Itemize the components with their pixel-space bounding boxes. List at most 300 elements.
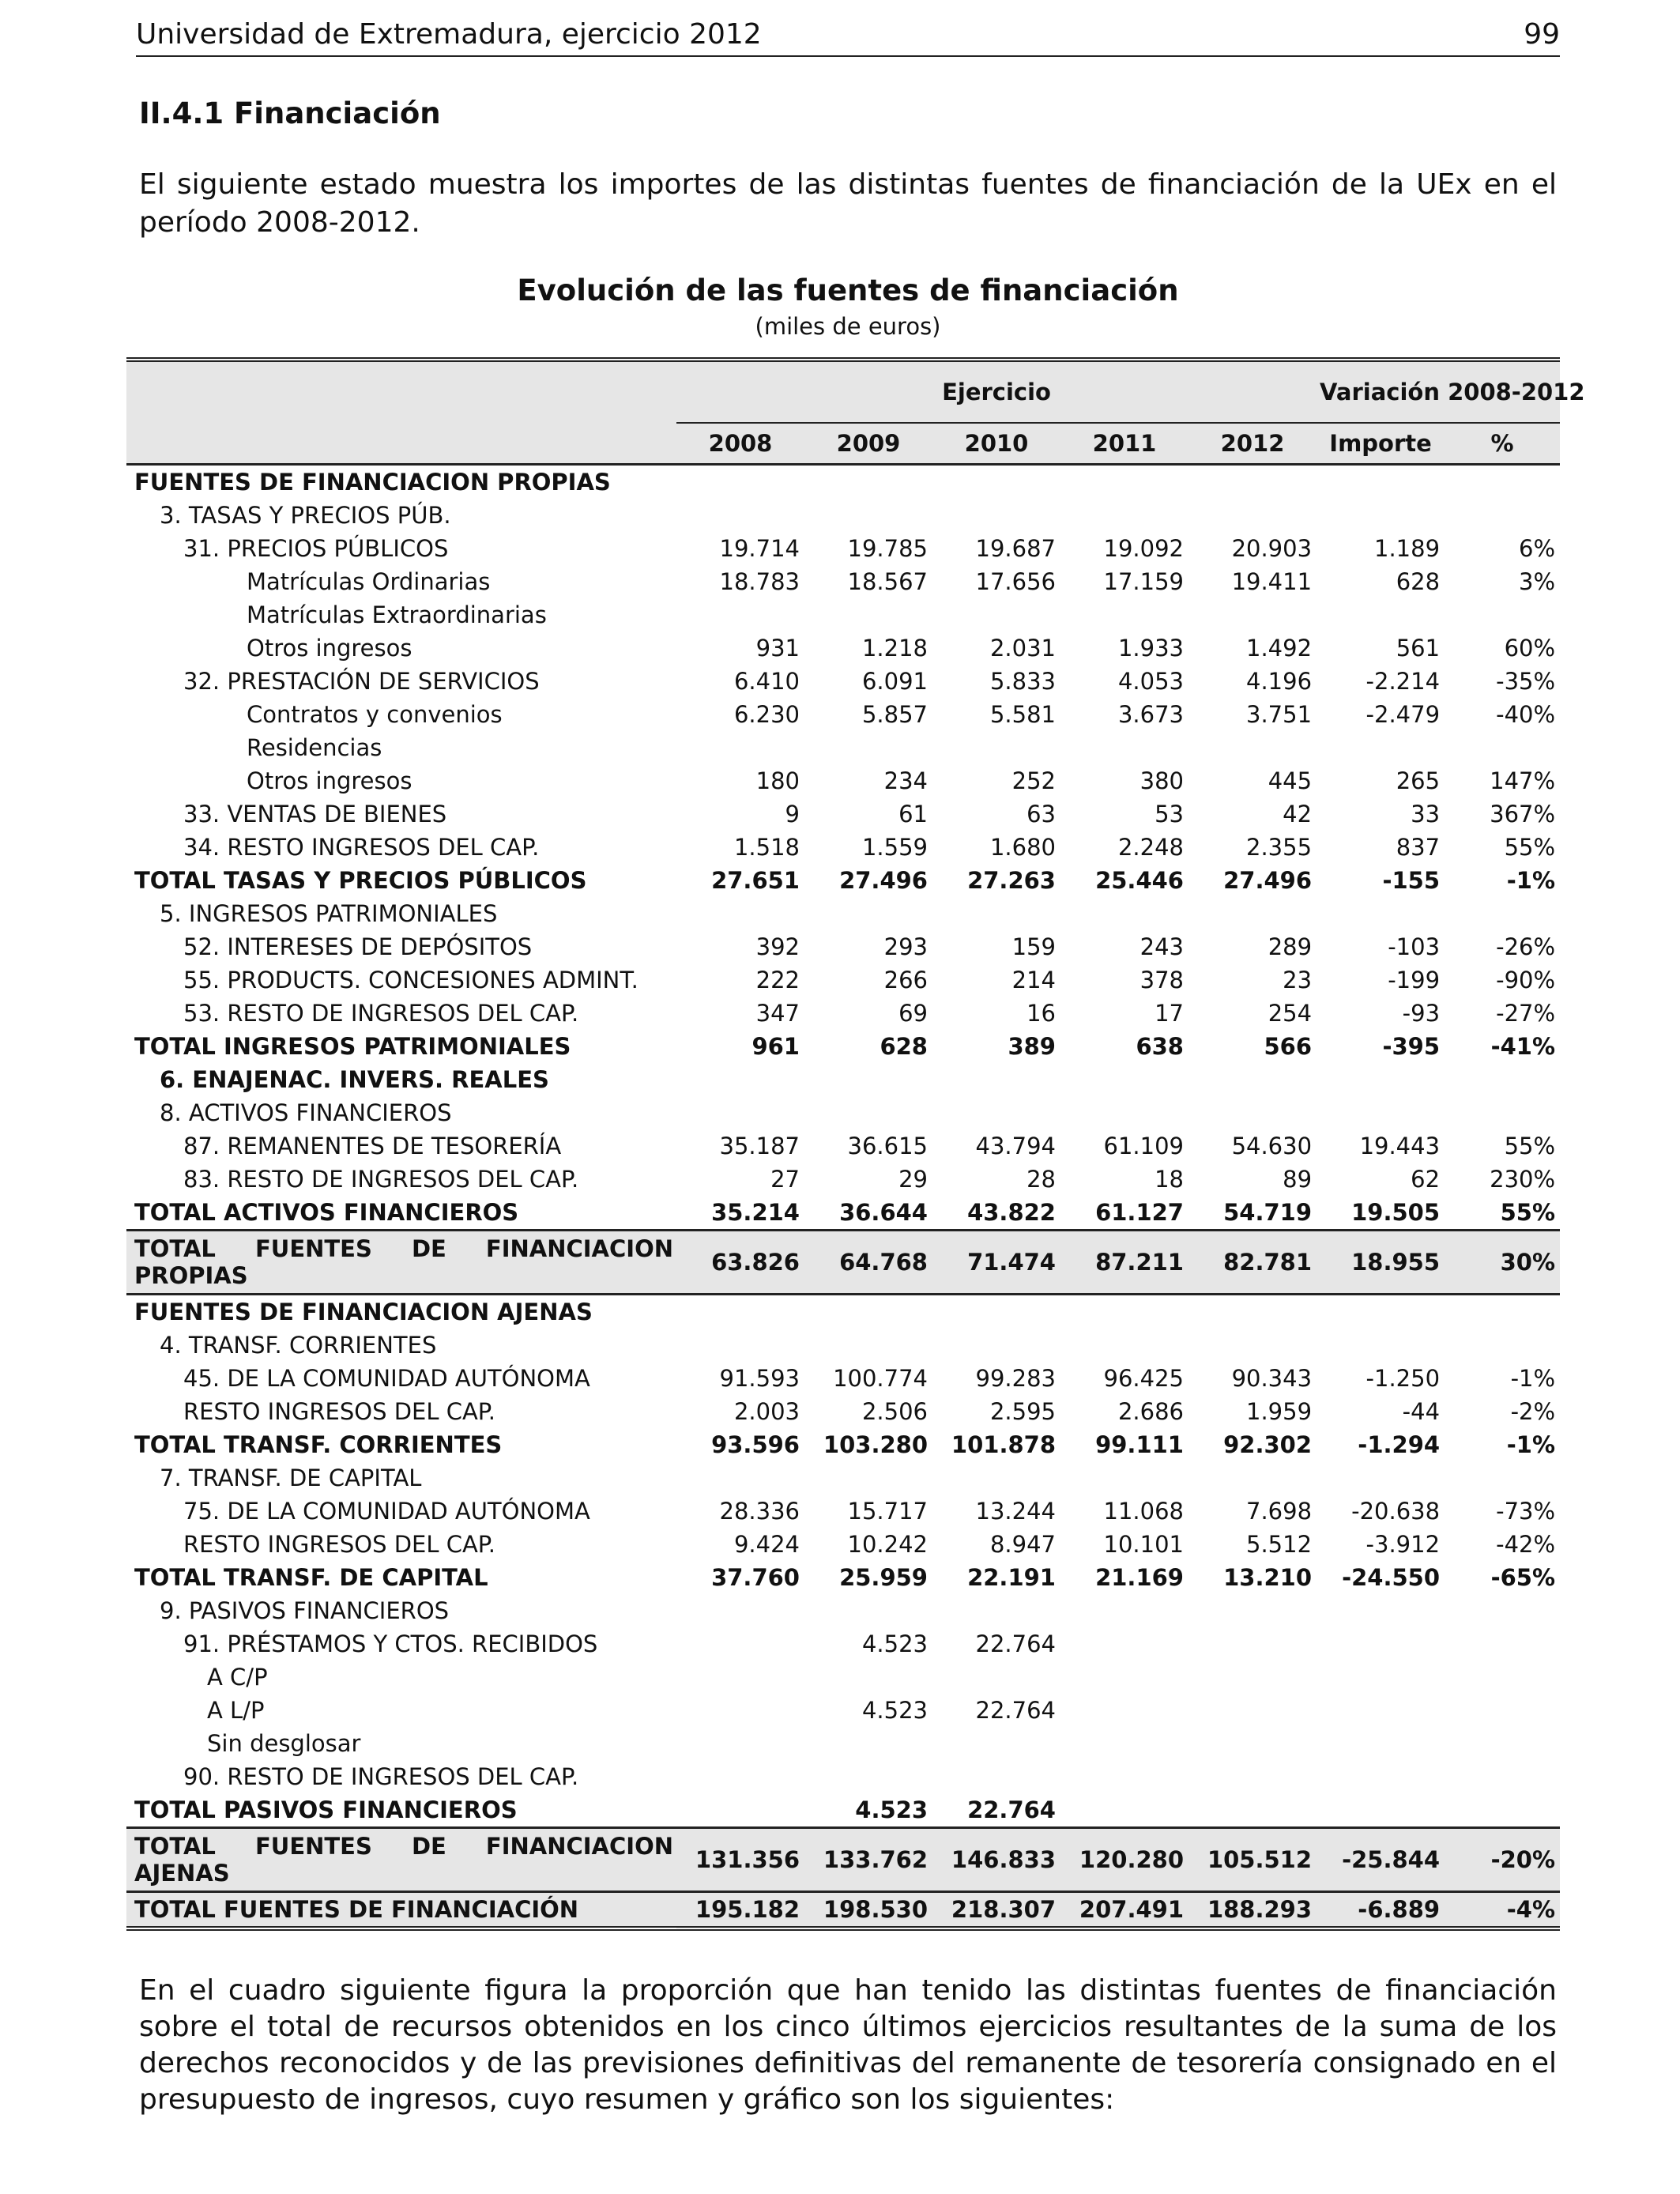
cell-variation-percent [1445, 1760, 1560, 1793]
cell-year-value [676, 1661, 804, 1694]
header-importe: Importe [1317, 423, 1445, 465]
cell-year-value: 99.283 [975, 1365, 1056, 1392]
cell-variation-amount [1317, 1295, 1445, 1329]
cell-year-value: 103.280 [823, 1431, 928, 1458]
cell-year-value: 207.491 [1060, 1892, 1188, 1929]
running-header [136, 14, 1560, 57]
row-label: TOTAL FUENTES DE FINANCIACIÓN [126, 1892, 676, 1929]
cell-year-value: 378 [1139, 967, 1184, 993]
cell-year-value: 18.567 [847, 568, 928, 595]
cell-year-value [676, 1727, 804, 1760]
cell-year-value: 29 [898, 1166, 928, 1193]
cell-year-value: 42 [1283, 801, 1313, 827]
cell-year-value [1060, 1760, 1188, 1793]
cell-year-value [1060, 897, 1188, 930]
cell-year-value [804, 1760, 932, 1793]
cell-variation-amount: 19.443 [1359, 1133, 1441, 1159]
cell-year-value: 2.595 [989, 1398, 1056, 1425]
cell-variation-percent [1445, 598, 1560, 631]
cell-year-value: 2.003 [733, 1398, 800, 1425]
cell-year-value: 19.092 [1103, 535, 1184, 562]
cell-year-value: 5.833 [989, 668, 1056, 695]
row-label: 52. INTERESES DE DEPÓSITOS [183, 933, 533, 960]
row-label: TOTAL TRANSF. CORRIENTES [134, 1431, 503, 1458]
row-label: 75. DE LA COMUNIDAD AUTÓNOMA [183, 1498, 590, 1525]
cell-year-value [1188, 897, 1317, 930]
cell-year-value: 19.714 [719, 535, 800, 562]
table-row [126, 698, 1560, 731]
cell-variation-percent [1445, 1096, 1560, 1129]
cell-year-value: 445 [1268, 767, 1313, 794]
cell-variation-amount [1317, 1793, 1445, 1828]
cell-year-value: 69 [898, 1000, 928, 1027]
cell-variation-amount: -1.250 [1365, 1365, 1441, 1392]
row-label: Matrículas Ordinarias [247, 568, 491, 595]
row-label: 9. PASIVOS FINANCIEROS [160, 1597, 450, 1624]
cell-variation-percent [1445, 1727, 1560, 1760]
cell-year-value: 16 [1026, 1000, 1056, 1027]
cell-year-value: 252 [1011, 767, 1056, 794]
cell-year-value [676, 897, 804, 930]
cell-variation-percent: -90% [1496, 967, 1556, 993]
cell-year-value [1188, 1461, 1317, 1495]
row-label: FUENTES DE FINANCIACION AJENAS [134, 1299, 593, 1325]
table-row [126, 1627, 1560, 1661]
cell-year-value [676, 1096, 804, 1129]
cell-variation-percent: -1% [1506, 1431, 1556, 1458]
cell-year-value: 6.410 [733, 668, 800, 695]
row-label: 90. RESTO DE INGRESOS DEL CAP. [183, 1763, 579, 1790]
cell-variation-percent [1445, 1661, 1560, 1694]
cell-year-value: 22.764 [975, 1697, 1056, 1724]
row-label: 8. ACTIVOS FINANCIEROS [160, 1099, 452, 1126]
cell-year-value: 36.615 [847, 1133, 928, 1159]
table-row [126, 1793, 1560, 1828]
cell-variation-percent: -1% [1506, 867, 1556, 894]
cell-variation-amount [1317, 1760, 1445, 1793]
cell-year-value: 99.111 [1095, 1431, 1184, 1458]
row-label: Otros ingresos [247, 635, 412, 662]
table-row [126, 1727, 1560, 1760]
cell-year-value [932, 598, 1060, 631]
cell-year-value [932, 1760, 1060, 1793]
cell-year-value [804, 897, 932, 930]
row-label: 45. DE LA COMUNIDAD AUTÓNOMA [183, 1365, 590, 1392]
cell-year-value: 17.159 [1103, 568, 1184, 595]
cell-year-value: 222 [755, 967, 800, 993]
cell-year-value: 23 [1283, 967, 1313, 993]
cell-year-value: 27.496 [839, 867, 928, 894]
cell-year-value: 9 [785, 801, 800, 827]
cell-year-value: 25.959 [839, 1564, 928, 1591]
cell-year-value [1188, 465, 1317, 499]
cell-year-value: 93.596 [711, 1431, 800, 1458]
row-label: 91. PRÉSTAMOS Y CTOS. RECIBIDOS [183, 1630, 598, 1657]
cell-variation-percent: -27% [1496, 1000, 1556, 1027]
cell-year-value: 20.903 [1231, 535, 1313, 562]
cell-year-value: 180 [755, 767, 800, 794]
cell-year-value: 7.698 [1246, 1498, 1313, 1525]
table-row [126, 565, 1560, 598]
cell-variation-amount [1317, 1661, 1445, 1694]
cell-variation-percent [1445, 731, 1560, 764]
cell-variation-amount: -3.912 [1365, 1531, 1441, 1558]
cell-year-value [1188, 731, 1317, 764]
cell-year-value: 120.280 [1060, 1828, 1188, 1892]
closing-paragraph: En el cuadro siguiente figura la proporción que han tenido las distintas fuentes de financiación sobre el total de recursos obtenidos en los cinco últimos ejercicios resultantes de la suma de los derechos reconocidos y de las previsiones definitivas del remanente de tesorería consignado en el presupuesto de ingresos, cuyo resumen y gráfico son los siguientes: [139, 1974, 1557, 2116]
cell-year-value: 6.230 [733, 701, 800, 728]
cell-year-value: 218.307 [932, 1892, 1060, 1929]
header-year: 2008 [676, 423, 804, 465]
cell-year-value: 198.530 [804, 1892, 932, 1929]
table-row [126, 1231, 1560, 1295]
header-blank [126, 360, 676, 423]
cell-year-value: 17.656 [975, 568, 1056, 595]
cell-year-value [932, 897, 1060, 930]
cell-year-value: 4.523 [855, 1796, 928, 1823]
row-label: Otros ingresos [247, 767, 412, 794]
table-row [126, 797, 1560, 831]
cell-year-value [804, 731, 932, 764]
cell-year-value: 3.673 [1117, 701, 1184, 728]
header-percent: % [1445, 423, 1560, 465]
cell-year-value [1060, 1793, 1188, 1828]
cell-variation-percent: -20% [1445, 1828, 1560, 1892]
cell-variation-amount: -2.214 [1365, 668, 1441, 695]
table-row [126, 764, 1560, 797]
cell-year-value: 2.355 [1246, 834, 1313, 861]
cell-variation-percent: -40% [1496, 701, 1556, 728]
header-year: 2011 [1060, 423, 1188, 465]
table-row [126, 897, 1560, 930]
cell-variation-amount: 19.505 [1351, 1199, 1441, 1226]
row-label: 33. VENTAS DE BIENES [183, 801, 447, 827]
cell-year-value: 82.781 [1188, 1231, 1317, 1295]
cell-year-value: 2.248 [1117, 834, 1184, 861]
cell-year-value: 18 [1155, 1166, 1184, 1193]
cell-year-value [932, 1594, 1060, 1627]
cell-variation-amount [1317, 1096, 1445, 1129]
cell-year-value: 5.512 [1246, 1531, 1313, 1558]
cell-year-value: 159 [1011, 933, 1056, 960]
cell-year-value [1060, 1627, 1188, 1661]
cell-year-value: 1.559 [861, 834, 928, 861]
header-ejercicio: Ejercicio [676, 360, 1317, 423]
cell-year-value: 13.210 [1223, 1564, 1313, 1591]
cell-year-value: 35.214 [711, 1199, 800, 1226]
cell-year-value: 101.878 [951, 1431, 1056, 1458]
cell-year-value: 22.191 [967, 1564, 1056, 1591]
cell-variation-amount: -2.479 [1365, 701, 1441, 728]
cell-year-value [676, 1063, 804, 1096]
table-row [126, 1760, 1560, 1793]
cell-year-value: 628 [880, 1033, 928, 1060]
cell-year-value [1188, 1727, 1317, 1760]
table-body [126, 465, 1560, 1929]
table-row [126, 598, 1560, 631]
cell-year-value: 4.196 [1246, 668, 1313, 695]
cell-year-value: 19.687 [975, 535, 1056, 562]
table-row [126, 1461, 1560, 1495]
cell-variation-percent: -26% [1496, 933, 1556, 960]
cell-variation-percent: -2% [1510, 1398, 1556, 1425]
cell-year-value [1060, 1461, 1188, 1495]
cell-year-value [1188, 1594, 1317, 1627]
cell-year-value [804, 598, 932, 631]
cell-year-value: 43.794 [975, 1133, 1056, 1159]
cell-variation-amount [1317, 1461, 1445, 1495]
header-year: 2012 [1188, 423, 1317, 465]
table-row [126, 1428, 1560, 1461]
cell-year-value: 8.947 [989, 1531, 1056, 1558]
cell-year-value: 43.822 [967, 1199, 1056, 1226]
cell-year-value [804, 1295, 932, 1329]
cell-variation-percent [1445, 465, 1560, 499]
cell-year-value: 37.760 [711, 1564, 800, 1591]
cell-year-value: 392 [755, 933, 800, 960]
cell-year-value: 133.762 [804, 1828, 932, 1892]
cell-variation-amount [1317, 1063, 1445, 1096]
intro-paragraph: El siguiente estado muestra los importes de las distintas fuentes de financiación de la UEx en el período 2008-2012. [139, 168, 1557, 239]
cell-year-value: 254 [1268, 1000, 1313, 1027]
row-label: TOTAL INGRESOS PATRIMONIALES [134, 1033, 571, 1060]
row-label: 7. TRANSF. DE CAPITAL [160, 1465, 422, 1491]
cell-year-value [1188, 1063, 1317, 1096]
cell-variation-percent [1445, 1063, 1560, 1096]
cell-year-value: 27 [770, 1166, 800, 1193]
cell-year-value [1060, 1694, 1188, 1727]
cell-year-value [1188, 1661, 1317, 1694]
cell-variation-percent: 55% [1504, 1133, 1556, 1159]
row-label: 83. RESTO DE INGRESOS DEL CAP. [183, 1166, 579, 1193]
row-label: 34. RESTO INGRESOS DEL CAP. [183, 834, 540, 861]
cell-year-value: 131.356 [676, 1828, 804, 1892]
cell-year-value: 92.302 [1223, 1431, 1313, 1458]
table-row [126, 1329, 1560, 1362]
cell-year-value [1188, 1627, 1317, 1661]
row-label: 4. TRANSF. CORRIENTES [160, 1332, 437, 1359]
cell-year-value [804, 499, 932, 532]
cell-year-value: 188.293 [1188, 1892, 1317, 1929]
cell-year-value [932, 465, 1060, 499]
cell-year-value [1188, 1793, 1317, 1828]
table-subtitle: (miles de euros) [755, 313, 941, 340]
cell-variation-amount: 561 [1396, 635, 1441, 662]
table-row [126, 1594, 1560, 1627]
cell-year-value [1060, 465, 1188, 499]
cell-year-value: 63 [1026, 801, 1056, 827]
cell-year-value [1060, 1594, 1188, 1627]
row-label: 32. PRESTACIÓN DE SERVICIOS [183, 668, 540, 695]
row-label: Sin desglosar [207, 1730, 361, 1757]
cell-variation-amount: 628 [1396, 568, 1441, 595]
cell-year-value [1188, 499, 1317, 532]
cell-variation-amount: 18.955 [1317, 1231, 1445, 1295]
table-row [126, 1694, 1560, 1727]
cell-year-value: 27.651 [711, 867, 800, 894]
cell-variation-percent [1445, 1694, 1560, 1727]
cell-year-value: 234 [883, 767, 928, 794]
cell-year-value: 17 [1155, 1000, 1184, 1027]
cell-year-value [676, 1461, 804, 1495]
cell-year-value: 64.768 [804, 1231, 932, 1295]
cell-year-value [932, 1063, 1060, 1096]
cell-variation-amount: 33 [1411, 801, 1441, 827]
cell-year-value [1060, 731, 1188, 764]
cell-year-value: 21.169 [1095, 1564, 1184, 1591]
cell-variation-amount: -93 [1402, 1000, 1441, 1027]
cell-year-value: 91.593 [719, 1365, 800, 1392]
financing-table [126, 357, 1585, 1931]
table-row [126, 930, 1560, 963]
table-row [126, 1561, 1560, 1594]
cell-year-value: 3.751 [1246, 701, 1313, 728]
row-label: TOTAL FUENTES DE FINANCIACION PROPIAS [126, 1231, 676, 1295]
cell-year-value: 87.211 [1060, 1231, 1188, 1295]
cell-year-value: 289 [1268, 933, 1313, 960]
cell-year-value [932, 1096, 1060, 1129]
cell-year-value: 146.833 [932, 1828, 1060, 1892]
header-blank-2 [126, 423, 676, 465]
cell-year-value [676, 1594, 804, 1627]
cell-variation-percent [1445, 1461, 1560, 1495]
cell-year-value: 2.686 [1117, 1398, 1184, 1425]
cell-year-value: 105.512 [1188, 1828, 1317, 1892]
cell-variation-percent: 55% [1500, 1199, 1556, 1226]
table-row [126, 631, 1560, 665]
cell-year-value [1060, 1063, 1188, 1096]
cell-year-value: 195.182 [676, 1892, 804, 1929]
cell-variation-amount: -24.550 [1342, 1564, 1441, 1591]
cell-year-value [676, 1694, 804, 1727]
cell-year-value: 931 [755, 635, 800, 662]
table-row [126, 1362, 1560, 1395]
cell-variation-percent [1445, 897, 1560, 930]
table-row [126, 499, 1560, 532]
row-label: RESTO INGRESOS DEL CAP. [183, 1531, 495, 1558]
row-label: Contratos y convenios [247, 701, 503, 728]
table-row [126, 1495, 1560, 1528]
table-row [126, 1030, 1560, 1063]
cell-year-value: 27.263 [967, 867, 1056, 894]
table-row [126, 1163, 1560, 1196]
row-label: 55. PRODUCTS. CONCESIONES ADMINT. [183, 967, 638, 993]
cell-variation-percent: -4% [1445, 1892, 1560, 1929]
cell-variation-percent: -35% [1496, 668, 1556, 695]
table-row [126, 997, 1560, 1030]
cell-year-value: 347 [755, 1000, 800, 1027]
cell-year-value: 566 [1264, 1033, 1313, 1060]
row-label: Matrículas Extraordinarias [247, 601, 547, 628]
table-row [126, 1196, 1560, 1231]
cell-variation-amount: 837 [1396, 834, 1441, 861]
cell-year-value: 54.719 [1223, 1199, 1313, 1226]
row-label: Residencias [247, 734, 382, 761]
cell-year-value: 2.031 [989, 635, 1056, 662]
cell-variation-percent: -65% [1490, 1564, 1556, 1591]
cell-year-value: 1.218 [861, 635, 928, 662]
cell-variation-percent [1445, 499, 1560, 532]
cell-year-value: 96.425 [1103, 1365, 1184, 1392]
cell-year-value [1060, 1096, 1188, 1129]
row-label: TOTAL TRANSF. DE CAPITAL [134, 1564, 488, 1591]
cell-year-value [1060, 598, 1188, 631]
cell-year-value: 293 [883, 933, 928, 960]
cell-year-value [676, 1627, 804, 1661]
cell-year-value [804, 1661, 932, 1694]
cell-year-value: 61.109 [1103, 1133, 1184, 1159]
row-label: A L/P [207, 1697, 265, 1724]
cell-variation-amount: -44 [1402, 1398, 1441, 1425]
cell-year-value: 961 [751, 1033, 800, 1060]
financing-table-wrapper [126, 357, 1585, 1931]
cell-year-value: 1.518 [733, 834, 800, 861]
cell-year-value [1060, 1295, 1188, 1329]
cell-year-value [804, 1727, 932, 1760]
cell-variation-amount [1317, 1329, 1445, 1362]
table-row [126, 465, 1560, 499]
cell-variation-amount [1317, 731, 1445, 764]
cell-year-value: 35.187 [719, 1133, 800, 1159]
cell-year-value [676, 1295, 804, 1329]
row-label: FUENTES DE FINANCIACION PROPIAS [134, 469, 611, 496]
cell-year-value: 266 [883, 967, 928, 993]
row-label: 6. ENAJENAC. INVERS. REALES [160, 1066, 549, 1093]
cell-year-value: 10.242 [847, 1531, 928, 1558]
cell-year-value: 71.474 [932, 1231, 1060, 1295]
table-row [126, 1063, 1560, 1096]
row-label: RESTO INGRESOS DEL CAP. [183, 1398, 495, 1425]
cell-year-value: 27.496 [1223, 867, 1313, 894]
row-label: TOTAL TASAS Y PRECIOS PÚBLICOS [134, 867, 587, 894]
table-header-row-2 [126, 423, 1560, 465]
table-row [126, 1129, 1560, 1163]
cell-year-value [676, 499, 804, 532]
cell-variation-percent: 230% [1490, 1166, 1556, 1193]
cell-variation-percent: 3% [1519, 568, 1556, 595]
cell-year-value: 13.244 [975, 1498, 1056, 1525]
header-year: 2010 [932, 423, 1060, 465]
row-label: 5. INGRESOS PATRIMONIALES [160, 900, 498, 927]
cell-year-value: 380 [1139, 767, 1184, 794]
cell-variation-amount: -1.294 [1358, 1431, 1441, 1458]
table-row [126, 1096, 1560, 1129]
cell-year-value [1188, 1760, 1317, 1793]
cell-variation-percent: 6% [1519, 535, 1556, 562]
cell-year-value [932, 1661, 1060, 1694]
cell-year-value [932, 731, 1060, 764]
cell-year-value: 15.717 [847, 1498, 928, 1525]
cell-year-value [1188, 1694, 1317, 1727]
cell-year-value: 89 [1283, 1166, 1313, 1193]
cell-year-value [804, 465, 932, 499]
cell-year-value [1060, 1661, 1188, 1694]
cell-variation-percent: -73% [1496, 1498, 1556, 1525]
cell-variation-percent [1445, 1329, 1560, 1362]
cell-year-value: 1.933 [1117, 635, 1184, 662]
cell-variation-amount: -25.844 [1317, 1828, 1445, 1892]
cell-year-value [932, 499, 1060, 532]
header-title: Universidad de Extremadura, ejercicio 2012 [136, 18, 762, 51]
table-row [126, 1295, 1560, 1329]
cell-year-value [932, 1461, 1060, 1495]
cell-year-value: 63.826 [676, 1231, 804, 1295]
cell-year-value: 214 [1011, 967, 1056, 993]
cell-year-value: 4.053 [1117, 668, 1184, 695]
row-label: A C/P [207, 1664, 268, 1691]
cell-year-value [804, 1329, 932, 1362]
cell-year-value [676, 1793, 804, 1828]
